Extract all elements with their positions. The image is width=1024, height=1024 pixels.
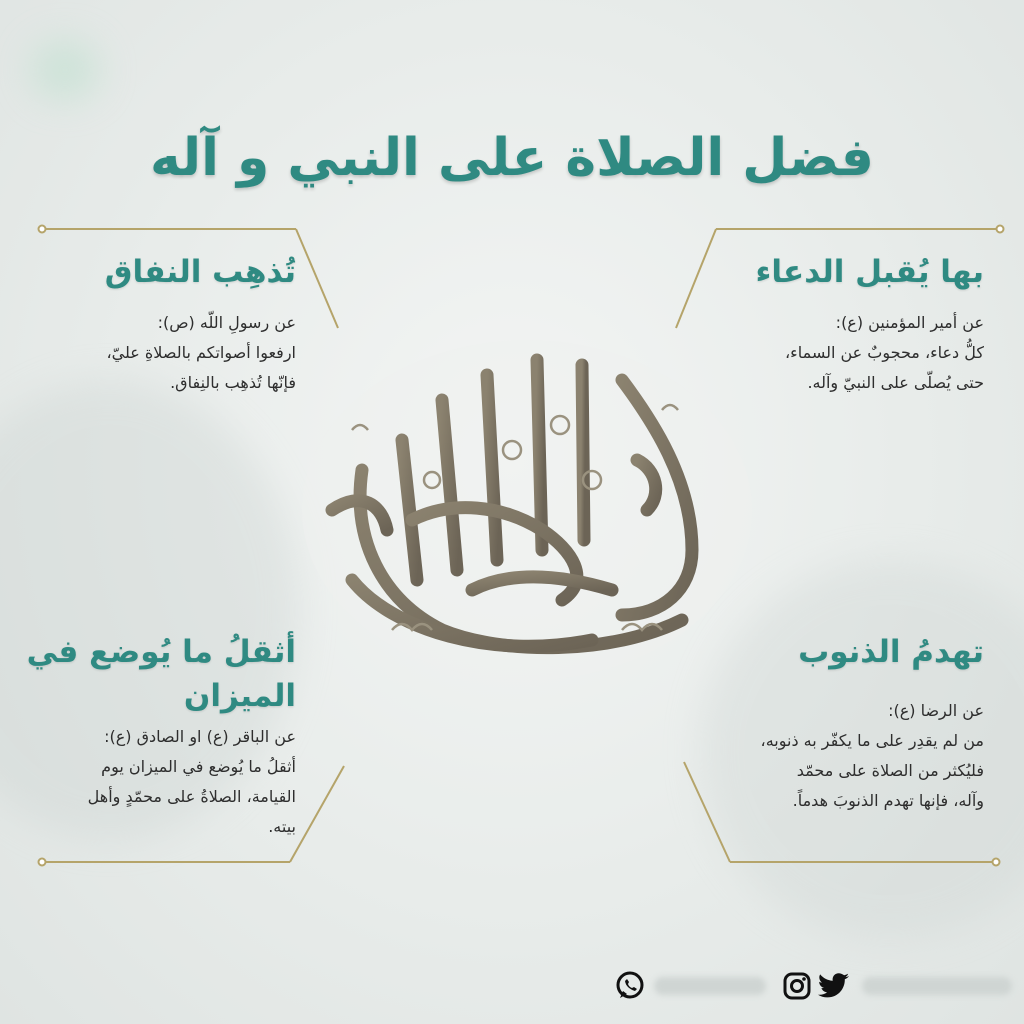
page-title: فضل الصلاة على النبي و آله [150, 128, 874, 188]
blurred-contact-2 [862, 977, 1012, 995]
panel-body: عن الباقر (ع) او الصادق (ع): أثقلُ ما يُوضع في الميزان يوم القيامة، الصلاةُ على محمّدٍ وأهل بيته. [87, 726, 296, 836]
salawat-calligraphy-emblem [292, 330, 762, 690]
twitter-icon[interactable] [818, 972, 850, 1000]
panel-heading-line2: الميزان [183, 677, 296, 714]
panel-heading: تهدمُ الذنوب [798, 634, 984, 670]
whatsapp-icon[interactable] [614, 970, 646, 1002]
bg-wash-3 [30, 40, 100, 100]
panel-body: عن رسولِ اللّه (ص): ارفعوا أصواتكم بالصلاةِ عليّ، فإنّها تُذهِب بالنِفاق. [106, 312, 296, 392]
panel-heading-line1: أثقلُ ما يُوضع في [26, 634, 296, 670]
panel-heading: بها يُقبل الدعاء [755, 254, 984, 290]
panel-body: عن الرضا (ع): من لم يقدِر على ما يكفّر به ذنوبه، فليُكثر من الصلاة على محمّد وآله، فإنها تهدم الذنوبَ هدماً. [760, 700, 984, 810]
panel-removes-hypocrisy [36, 252, 296, 398]
panel-heaviest-in-scale [16, 632, 296, 842]
social-footer [612, 964, 1020, 1008]
blurred-contact-1 [654, 977, 766, 995]
panel-heading: تُذهِب النفاق [104, 254, 296, 290]
instagram-icon[interactable] [782, 971, 812, 1001]
panel-body: عن أمير المؤمنين (ع): كلُّ دعاء، محجوبٌ عن السماء، حتى يُصلّى على النبيّ وآله. [785, 312, 984, 392]
